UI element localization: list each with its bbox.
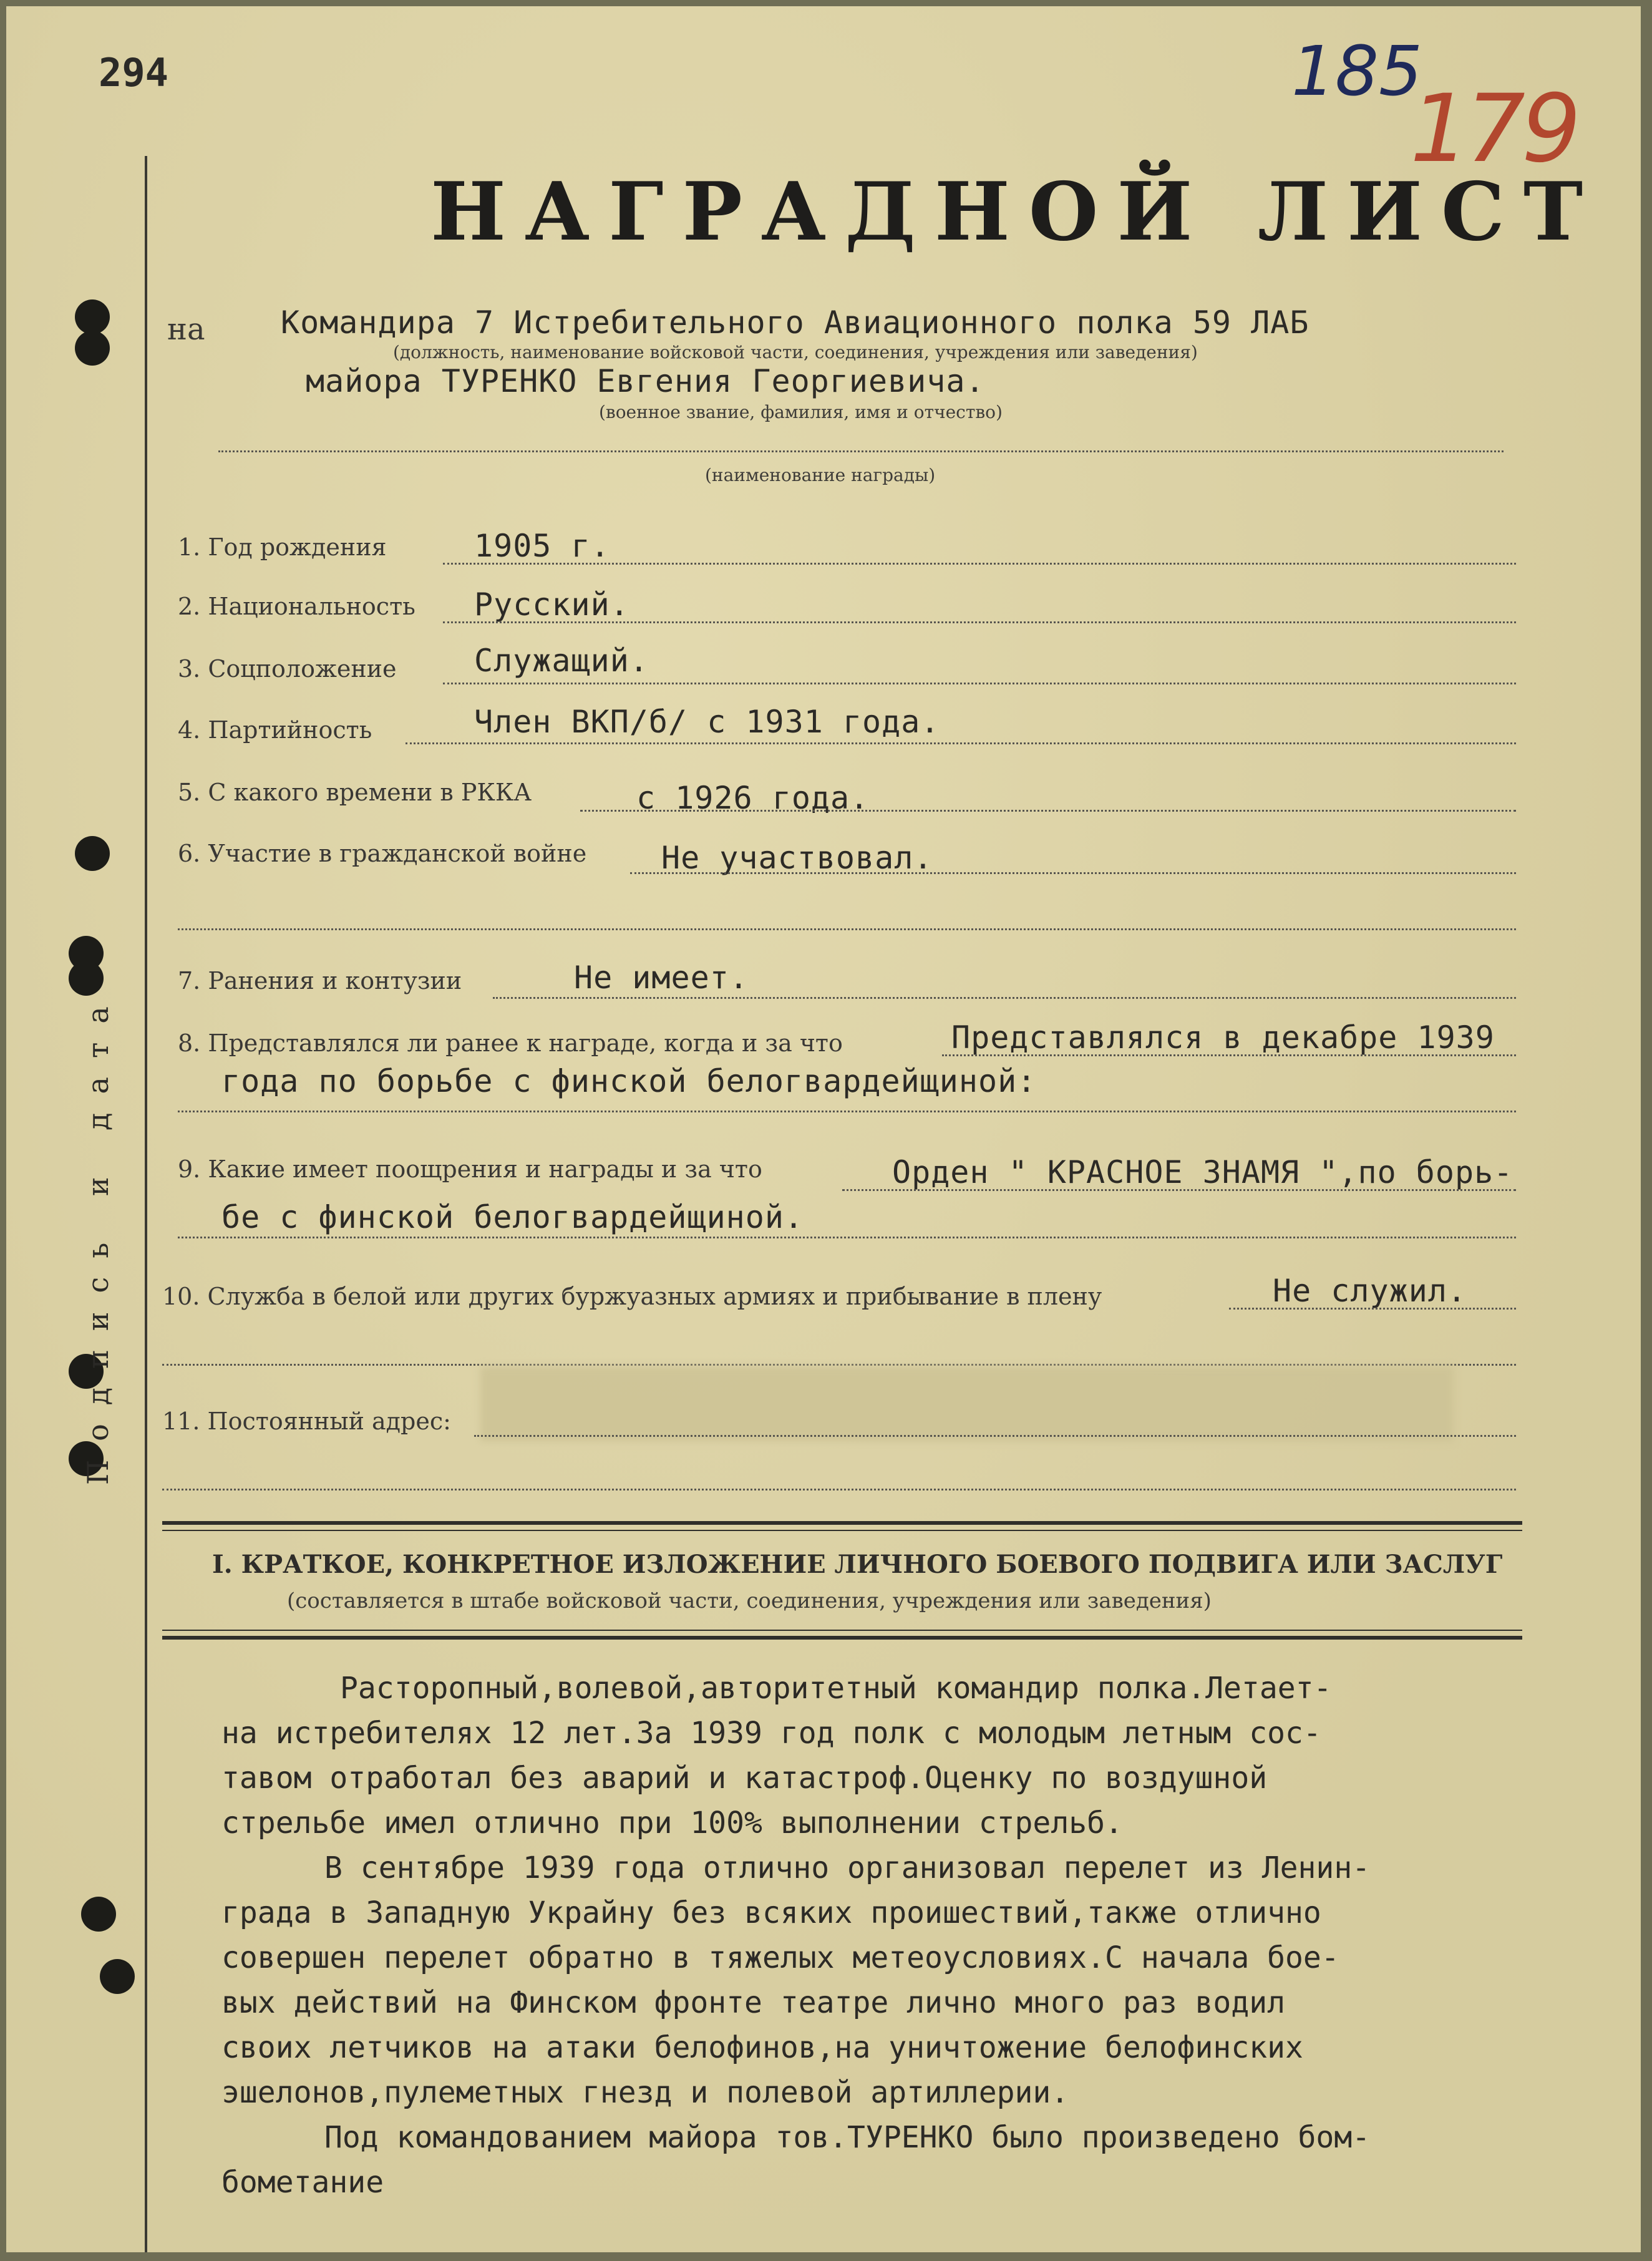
field-label: 2. Национальность — [178, 593, 415, 620]
field-line — [1229, 1308, 1516, 1310]
field-label: 1. Год рождения — [178, 533, 387, 561]
field-value: Не имеет. — [574, 960, 749, 996]
field-label: 9. Какие имеет поощрения и награды и за что — [178, 1155, 762, 1183]
award-caption: (наименование награды) — [705, 465, 936, 485]
field-line — [178, 1237, 1516, 1238]
field-label: 8. Представлялся ли ранее к награде, когда и за что — [178, 1029, 843, 1057]
binding-hole — [75, 836, 110, 871]
field-value: с 1926 года. — [636, 780, 870, 816]
award-line — [218, 450, 1504, 452]
field-value: Орден " КРАСНОЕ ЗНАМЯ ",по борь- — [892, 1154, 1514, 1190]
field-value: Представлялся в декабре 1939 — [951, 1019, 1495, 1056]
field-line — [942, 1054, 1516, 1056]
binding-hole — [75, 331, 110, 366]
binding-hole — [81, 1897, 116, 1932]
field-label: 7. Ранения и контузии — [178, 967, 462, 994]
field-line — [406, 742, 1516, 744]
section-rule — [162, 1530, 1522, 1531]
narrative-line: совершен перелет обратно в тяжелых метеоусловиях.С начала бое- — [221, 1940, 1339, 1975]
narrative-line: на истребителях 12 лет.За 1939 год полк с молодым летным сос- — [221, 1716, 1321, 1751]
section-caption: (составляется в штабе войсковой части, соединения, учреждения или заведения) — [287, 1588, 1212, 1613]
field-label: 11. Постоянный адрес: — [162, 1408, 451, 1435]
field-line — [443, 683, 1516, 684]
narrative-line: эшелонов,пулеметных гнезд и полевой артиллерии. — [221, 2075, 1069, 2110]
handwritten-number-red: 179 — [1410, 75, 1578, 183]
handwritten-number-blue: 185 — [1291, 31, 1422, 111]
field-label: 4. Партийность — [178, 716, 372, 744]
field-value: Русский. — [474, 586, 629, 623]
section-rule — [162, 1636, 1522, 1640]
position-value: Командира 7 Истребительного Авиационного полка 59 ЛАБ — [281, 304, 1309, 341]
redacted-address — [480, 1366, 1454, 1441]
narrative-line: В сентябре 1939 года отлично организовал перелет из Ленин- — [324, 1850, 1371, 1885]
field-label: 10. Служба в белой или других буржуазных армиях и прибывание в плену — [162, 1283, 1102, 1310]
field-value-cont: года по борьбе с финской белогвардейщиной: — [221, 1063, 1037, 1099]
field-label: 5. С какого времени в РККА — [178, 779, 532, 806]
field-label: 3. Соцположение — [178, 655, 397, 683]
document-title: НАГРАДНОЙ ЛИСТ — [430, 165, 1602, 259]
narrative-line: бометание — [221, 2165, 384, 2200]
award-sheet — [6, 6, 1641, 2252]
narrative-line: своих летчиков на атаки белофинов,на уничтожение белофинских — [221, 2030, 1303, 2065]
field-line — [162, 1489, 1516, 1490]
field-value: 1905 г. — [474, 528, 610, 564]
rank-name-value: майора ТУРЕНКО Евгения Георгиевича. — [306, 363, 985, 399]
field-line — [162, 1364, 1516, 1366]
field-value-cont: бе с финской белогвардейщиной. — [221, 1199, 804, 1235]
side-signature-label: Подпись и дата — [81, 988, 115, 1485]
field-line — [443, 563, 1516, 565]
field-line — [178, 1111, 1516, 1112]
field-line — [842, 1189, 1516, 1191]
field-value: Служащий. — [474, 643, 649, 679]
position-caption: (должность, наименование войсковой части, соединения, учреждения или заведения) — [393, 342, 1198, 362]
field-value: Не участвовал. — [661, 840, 933, 876]
na-label: на — [167, 312, 205, 347]
field-line — [178, 928, 1516, 930]
margin-line — [145, 156, 147, 2252]
field-line — [630, 872, 1516, 874]
field-line — [474, 1435, 1516, 1437]
field-label: 6. Участие в гражданской войне — [178, 840, 587, 867]
narrative-line: Расторопный,волевой,авторитетный командир полка.Летает- — [340, 1671, 1332, 1706]
binding-hole — [75, 299, 110, 334]
field-value: Не служил. — [1273, 1273, 1467, 1309]
narrative-line: града в Западную Украйну без всяких проишествий,также отлично — [221, 1895, 1321, 1930]
field-value: Член ВКП/б/ с 1931 года. — [474, 704, 940, 740]
narrative-line: тавом отработал без аварий и катастроф.Оценку по воздушной — [221, 1761, 1268, 1796]
field-line — [580, 810, 1516, 812]
narrative-line: Под командованием майора тов.ТУРЕНКО было произведено бом- — [324, 2120, 1371, 2155]
narrative-line: стрельбе имел отлично при 100% выполнении стрельб. — [221, 1806, 1123, 1840]
narrative-line: вых действий на Финском фронте театре лично много раз водил — [221, 1985, 1286, 2020]
archive-number: 294 — [99, 50, 168, 95]
section-rule — [162, 1630, 1522, 1631]
section-rule — [162, 1521, 1522, 1525]
field-line — [443, 621, 1516, 623]
rank-caption: (военное звание, фамилия, имя и отчество) — [599, 402, 1003, 422]
section-title: I. КРАТКОЕ, КОНКРЕТНОЕ ИЗЛОЖЕНИЕ ЛИЧНОГО БОЕВОГО ПОДВИГА ИЛИ ЗАСЛУГ — [212, 1550, 1503, 1579]
binding-hole — [100, 1959, 135, 1994]
field-line — [493, 997, 1516, 999]
